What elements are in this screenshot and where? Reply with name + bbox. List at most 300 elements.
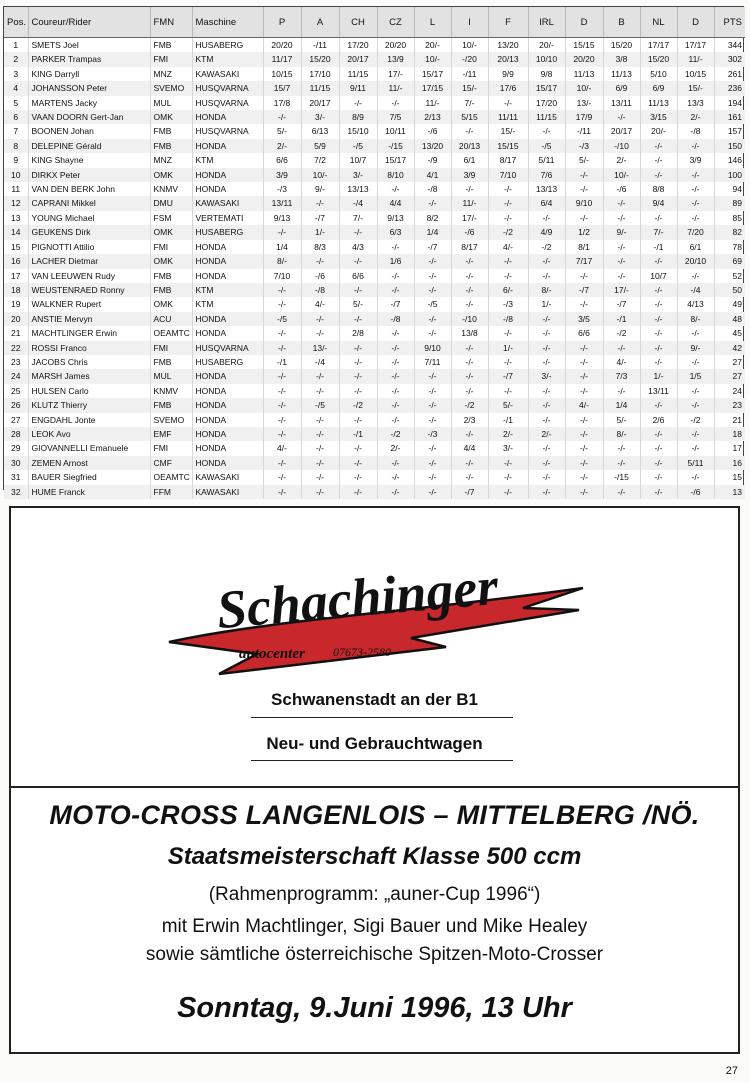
table-cell: -/- — [603, 456, 640, 470]
table-cell: FMB — [150, 38, 192, 53]
table-cell: -/11 — [565, 124, 603, 138]
table-cell: HONDA — [192, 269, 263, 283]
table-cell: -/- — [377, 470, 414, 484]
table-cell: -/- — [414, 485, 451, 499]
table-cell: 146 — [727, 155, 742, 166]
table-cell: -/- — [451, 182, 488, 196]
table-cell: -/- — [414, 413, 451, 427]
table-cell: 20/17 — [339, 52, 377, 66]
table-cell: -/- — [301, 312, 339, 326]
table-cell: -/- — [377, 384, 414, 398]
table-cell: 8/17 — [451, 240, 488, 254]
table-cell: -/3 — [263, 182, 301, 196]
table-cell: -/6 — [301, 269, 339, 283]
table-cell: -/4 — [301, 355, 339, 369]
table-cell: 78 — [732, 241, 742, 252]
table-cell: 13/20 — [414, 139, 451, 153]
table-cell: -/- — [488, 211, 528, 225]
table-cell: 10/10 — [528, 52, 565, 66]
table-cell: 13/11 — [640, 384, 677, 398]
table-cell: MUL — [150, 369, 192, 383]
table-cell: -/- — [377, 341, 414, 355]
table-cell: -/- — [677, 384, 714, 398]
table-cell: -/- — [603, 485, 640, 499]
table-cell: WALKNER Rupert — [28, 297, 150, 311]
table-cell: 17/17 — [640, 38, 677, 53]
table-row — [4, 283, 745, 297]
column-header: B — [603, 7, 640, 38]
table-cell: -/- — [414, 441, 451, 455]
table-cell: -/- — [677, 441, 714, 455]
table-cell: HUSQVARNA — [192, 81, 263, 95]
table-cell: -/- — [263, 485, 301, 499]
table-cell: -/- — [603, 196, 640, 210]
table-row — [4, 240, 745, 254]
table-cell: 261 — [727, 68, 742, 79]
table-cell: -/- — [451, 297, 488, 311]
table-cell: 7/10 — [263, 269, 301, 283]
table-cell: -/1 — [640, 240, 677, 254]
table-cell: 15/- — [677, 81, 714, 95]
table-cell: -/- — [301, 456, 339, 470]
table-cell: -/- — [565, 427, 603, 441]
table-cell: ZEMEN Arnost — [28, 456, 150, 470]
table-cell: ANSTIE Mervyn — [28, 312, 150, 326]
table-cell: 5/11 — [528, 153, 565, 167]
table-cell: 32 — [4, 485, 28, 499]
table-cell: 100 — [727, 169, 742, 180]
table-cell: PIGNOTTI Attilio — [28, 240, 150, 254]
table-cell: -/- — [640, 211, 677, 225]
table-cell: 17/20 — [528, 96, 565, 110]
column-header: IRL — [528, 7, 565, 38]
table-cell: 29 — [4, 441, 28, 455]
table-cell: HONDA — [192, 427, 263, 441]
table-cell: 4/- — [488, 240, 528, 254]
table-cell: 20/13 — [451, 139, 488, 153]
table-cell: -/- — [263, 225, 301, 239]
table-cell: -/- — [414, 398, 451, 412]
table-cell: -/- — [377, 456, 414, 470]
table-cell: 1/4 — [603, 398, 640, 412]
table-cell: HULSEN Carlo — [28, 384, 150, 398]
table-cell: 6/9 — [640, 81, 677, 95]
table-row — [4, 312, 745, 326]
table-cell: KAWASAKI — [192, 470, 263, 484]
table-cell: HONDA — [192, 254, 263, 268]
table-cell: -/- — [263, 341, 301, 355]
table-cell: -/- — [339, 225, 377, 239]
table-cell: MACHTLINGER Erwin — [28, 326, 150, 340]
table-cell: 344 — [727, 40, 742, 50]
table-cell: -/7 — [488, 369, 528, 383]
table-cell: 24 — [4, 369, 28, 383]
table-cell: -/- — [263, 326, 301, 340]
table-cell: -/6 — [677, 485, 714, 499]
table-cell: HUSABERG — [192, 355, 263, 369]
table-cell: 5/15 — [451, 110, 488, 124]
table-cell: 4/- — [565, 398, 603, 412]
table-cell: 5/11 — [677, 456, 714, 470]
table-cell: -/- — [451, 254, 488, 268]
column-header: Coureur/Rider — [28, 7, 150, 38]
table-cell: -/- — [414, 326, 451, 340]
table-cell: -/8 — [301, 283, 339, 297]
table-cell: 20/10 — [677, 254, 714, 268]
logo-tagline: autocenter — [239, 646, 305, 662]
table-cell: -/- — [488, 326, 528, 340]
table-cell: KAWASAKI — [192, 196, 263, 210]
table-cell: 4/- — [603, 355, 640, 369]
table-cell: 3/- — [488, 441, 528, 455]
table-cell: -/- — [301, 384, 339, 398]
table-cell: 9/8 — [528, 67, 565, 81]
table-cell: -/- — [414, 283, 451, 297]
table-cell: -/2 — [377, 427, 414, 441]
table-cell: -/- — [488, 384, 528, 398]
table-cell: 11/- — [414, 96, 451, 110]
table-cell: 9/4 — [640, 196, 677, 210]
table-cell: 9/13 — [377, 211, 414, 225]
table-cell: 89 — [732, 198, 742, 209]
table-cell: -/- — [565, 384, 603, 398]
divider — [251, 717, 513, 718]
table-cell: HONDA — [192, 413, 263, 427]
table-cell: OMK — [150, 168, 192, 182]
table-cell: -/- — [414, 456, 451, 470]
table-cell: BAUER Siegfried — [28, 470, 150, 484]
table-cell: 14 — [4, 225, 28, 239]
table-cell: 9/13 — [263, 211, 301, 225]
table-row — [4, 124, 745, 138]
table-cell: 6/- — [488, 283, 528, 297]
table-row — [4, 52, 745, 66]
table-cell: -/- — [451, 283, 488, 297]
table-cell: 13 — [732, 486, 742, 497]
column-header: PTS — [714, 7, 745, 38]
divider — [251, 760, 513, 761]
table-cell: -/- — [414, 269, 451, 283]
table-cell: MARTENS Jacky — [28, 96, 150, 110]
table-cell: 161 — [727, 112, 742, 123]
table-cell: FMI — [150, 341, 192, 355]
table-cell: DELEPINE Gérald — [28, 139, 150, 153]
table-cell: KTM — [192, 52, 263, 66]
ad-location: Schwanenstadt an der B1 — [271, 690, 478, 709]
table-cell: -/- — [301, 413, 339, 427]
table-cell: 10/- — [451, 38, 488, 53]
table-cell: 94 — [732, 184, 742, 195]
table-cell: 17 — [732, 443, 742, 454]
table-cell: -/1 — [263, 355, 301, 369]
table-cell: FMI — [150, 240, 192, 254]
table-cell: 13/20 — [488, 38, 528, 53]
table-cell: FMB — [150, 398, 192, 412]
table-cell: 7/- — [640, 225, 677, 239]
table-cell: -/- — [603, 110, 640, 124]
table-cell: 6 — [4, 110, 28, 124]
table-cell: 11/15 — [301, 81, 339, 95]
table-cell: -/- — [377, 240, 414, 254]
table-cell: -/- — [677, 182, 714, 196]
table-cell: 9/9 — [488, 67, 528, 81]
table-cell: -/2 — [677, 413, 714, 427]
table-cell: 5/9 — [301, 139, 339, 153]
table-cell: -/- — [565, 182, 603, 196]
table-cell: 3/9 — [677, 153, 714, 167]
table-cell: GIOVANNELLI Emanuele — [28, 441, 150, 455]
table-cell: 6/6 — [263, 153, 301, 167]
table-cell: 16 — [732, 457, 742, 468]
table-cell: -/- — [339, 355, 377, 369]
table-cell: 13/13 — [339, 182, 377, 196]
table-cell: KTM — [192, 153, 263, 167]
table-cell: -/- — [414, 196, 451, 210]
table-cell: 11/- — [451, 196, 488, 210]
table-cell: 10/- — [414, 52, 451, 66]
column-header: D — [677, 7, 714, 38]
table-cell: 1/4 — [414, 225, 451, 239]
event-riders: mit Erwin Machtlinger, Sigi Bauer und Mike Healey — [161, 916, 588, 937]
table-cell: -/- — [263, 384, 301, 398]
table-cell: -/- — [677, 196, 714, 210]
table-cell: -/5 — [528, 139, 565, 153]
table-cell: 5/- — [488, 398, 528, 412]
table-cell: JOHANSSON Peter — [28, 81, 150, 95]
logo-phone: 07673-2580 — [333, 645, 391, 659]
table-cell: 17/8 — [263, 96, 301, 110]
page-number: 27 — [725, 1065, 738, 1077]
table-cell: 4/3 — [339, 240, 377, 254]
table-cell: MARSH James — [28, 369, 150, 383]
table-cell: 7/- — [339, 211, 377, 225]
event-title: MOTO-CROSS LANGENLOIS – MITTELBERG /NÖ. — [49, 800, 700, 830]
table-cell: HONDA — [192, 456, 263, 470]
logo-brand: Schachinger — [214, 555, 501, 641]
table-cell: -/8 — [488, 312, 528, 326]
table-cell: -/- — [528, 326, 565, 340]
table-cell: -/2 — [488, 225, 528, 239]
table-cell: 1/- — [301, 225, 339, 239]
table-header-row — [4, 7, 745, 38]
table-cell: -/- — [339, 341, 377, 355]
column-header: A — [301, 7, 339, 38]
table-cell: FMB — [150, 283, 192, 297]
table-row — [4, 67, 745, 81]
table-cell: 13/11 — [603, 96, 640, 110]
event-subtitle: Staatsmeisterschaft Klasse 500 ccm — [167, 843, 582, 870]
table-cell: 15/20 — [640, 52, 677, 66]
table-cell: VAN DEN BERK John — [28, 182, 150, 196]
table-cell: -/- — [451, 427, 488, 441]
table-cell: SVEMO — [150, 413, 192, 427]
table-cell: 10/- — [603, 168, 640, 182]
table-row — [4, 168, 745, 182]
standings-table — [3, 6, 744, 497]
table-cell: -/3 — [488, 297, 528, 311]
table-cell: DIRKX Peter — [28, 168, 150, 182]
table-cell: -/- — [263, 413, 301, 427]
table-cell: 15/15 — [488, 139, 528, 153]
table-cell: -/- — [528, 254, 565, 268]
table-cell: HONDA — [192, 441, 263, 455]
table-cell: -/1 — [603, 312, 640, 326]
table-cell: -/- — [640, 283, 677, 297]
table-cell: 6/1 — [677, 240, 714, 254]
table-cell: 17 — [4, 269, 28, 283]
table-cell: -/- — [263, 470, 301, 484]
table-cell: 15/20 — [301, 52, 339, 66]
table-cell: 7 — [4, 124, 28, 138]
table-cell: 10/15 — [263, 67, 301, 81]
table-cell: -/- — [377, 413, 414, 427]
table-row — [4, 413, 745, 427]
table-cell: 20/- — [640, 124, 677, 138]
table-row — [4, 441, 745, 455]
table-cell: -/- — [640, 398, 677, 412]
table-cell: -/2 — [451, 398, 488, 412]
table-cell: HONDA — [192, 312, 263, 326]
table-cell: 3/- — [339, 168, 377, 182]
column-header: F — [488, 7, 528, 38]
table-cell: 2/13 — [414, 110, 451, 124]
advertisement — [9, 506, 740, 1054]
table-cell: KNMV — [150, 182, 192, 196]
table-cell: -/- — [263, 283, 301, 297]
table-cell: 1/6 — [377, 254, 414, 268]
table-cell: HUSQVARNA — [192, 124, 263, 138]
table-cell: -/- — [451, 341, 488, 355]
table-cell: JACOBS Chris — [28, 355, 150, 369]
table-cell: OMK — [150, 297, 192, 311]
table-cell: -/- — [301, 441, 339, 455]
table-cell: 7/2 — [301, 153, 339, 167]
table-cell: -/- — [263, 398, 301, 412]
table-cell: 8/8 — [640, 182, 677, 196]
table-cell: DMU — [150, 196, 192, 210]
table-row — [4, 485, 745, 499]
table-cell: -/- — [677, 470, 714, 484]
table-cell: -/- — [339, 456, 377, 470]
table-cell: OMK — [150, 110, 192, 124]
table-cell: -/- — [488, 269, 528, 283]
table-cell: 8/- — [603, 427, 640, 441]
table-cell: -/- — [339, 283, 377, 297]
table-cell: -/- — [565, 355, 603, 369]
table-cell: MNZ — [150, 67, 192, 81]
table-cell: -/- — [339, 384, 377, 398]
table-cell: 4/- — [301, 297, 339, 311]
table-cell: 23 — [732, 400, 742, 411]
table-row — [4, 153, 745, 167]
table-cell: 11/15 — [339, 67, 377, 81]
table-cell: 1/- — [528, 297, 565, 311]
table-cell: -/- — [339, 96, 377, 110]
table-cell: -/9 — [414, 153, 451, 167]
table-cell: 2/6 — [640, 413, 677, 427]
table-cell: -/- — [339, 470, 377, 484]
table-row — [4, 427, 745, 441]
table-cell: 3/- — [528, 369, 565, 383]
table-cell: 6/4 — [528, 196, 565, 210]
table-cell: -/- — [640, 168, 677, 182]
table-cell: 11/17 — [263, 52, 301, 66]
table-cell: CAPRANI Mikkel — [28, 196, 150, 210]
table-cell: 2/- — [603, 153, 640, 167]
table-cell: 4/13 — [677, 297, 714, 311]
table-cell: -/11 — [301, 38, 339, 53]
table-cell: 17/10 — [301, 67, 339, 81]
table-cell: -/1 — [339, 427, 377, 441]
table-cell: HUSABERG — [192, 225, 263, 239]
table-cell: 15/17 — [414, 67, 451, 81]
table-row — [4, 341, 745, 355]
table-cell: 8/- — [677, 312, 714, 326]
table-cell: -/- — [339, 441, 377, 455]
table-cell: -/- — [640, 427, 677, 441]
table-cell: -/- — [377, 398, 414, 412]
table-cell: -/- — [301, 369, 339, 383]
table-cell: 1/5 — [677, 369, 714, 383]
table-cell: 7/- — [451, 96, 488, 110]
table-cell: 7/6 — [528, 168, 565, 182]
table-cell: MNZ — [150, 153, 192, 167]
table-cell: -/- — [528, 211, 565, 225]
table-cell: HUSQVARNA — [192, 96, 263, 110]
table-cell: 52 — [732, 270, 742, 281]
table-cell: 8/17 — [488, 153, 528, 167]
table-cell: -/- — [677, 427, 714, 441]
table-cell: 2/- — [263, 139, 301, 153]
table-cell: -/- — [377, 182, 414, 196]
table-cell: 10/- — [565, 81, 603, 95]
table-row — [4, 269, 745, 283]
table-cell: 15/- — [451, 81, 488, 95]
table-cell: -/- — [640, 139, 677, 153]
table-cell: -/- — [640, 456, 677, 470]
table-cell: HONDA — [192, 168, 263, 182]
table-cell: -/- — [565, 269, 603, 283]
table-cell: -/- — [640, 441, 677, 455]
table-cell: -/- — [414, 369, 451, 383]
table-cell: 21 — [4, 326, 28, 340]
table-cell: FSM — [150, 211, 192, 225]
table-cell: -/- — [528, 269, 565, 283]
table-cell: 6/6 — [339, 269, 377, 283]
table-cell: -/- — [377, 269, 414, 283]
table-cell: -/- — [414, 254, 451, 268]
table-cell: 302 — [727, 54, 742, 65]
table-row — [4, 81, 745, 95]
table-cell: BOONEN Johan — [28, 124, 150, 138]
table-cell: -/- — [263, 456, 301, 470]
table-cell: -/- — [451, 124, 488, 138]
table-cell: -/15 — [377, 139, 414, 153]
table-cell: KING Shayne — [28, 153, 150, 167]
table-cell: GEUKENS Dirk — [28, 225, 150, 239]
table-cell: -/2 — [528, 240, 565, 254]
table-cell: -/- — [528, 441, 565, 455]
table-cell: -/- — [528, 355, 565, 369]
table-cell: 7/20 — [677, 225, 714, 239]
table-cell: LACHER Dietmar — [28, 254, 150, 268]
table-cell: -/7 — [603, 297, 640, 311]
table-cell: -/- — [339, 413, 377, 427]
table-cell: OMK — [150, 225, 192, 239]
column-header: FMN — [150, 7, 192, 38]
table-cell: 3/9 — [263, 168, 301, 182]
column-header: CH — [339, 7, 377, 38]
